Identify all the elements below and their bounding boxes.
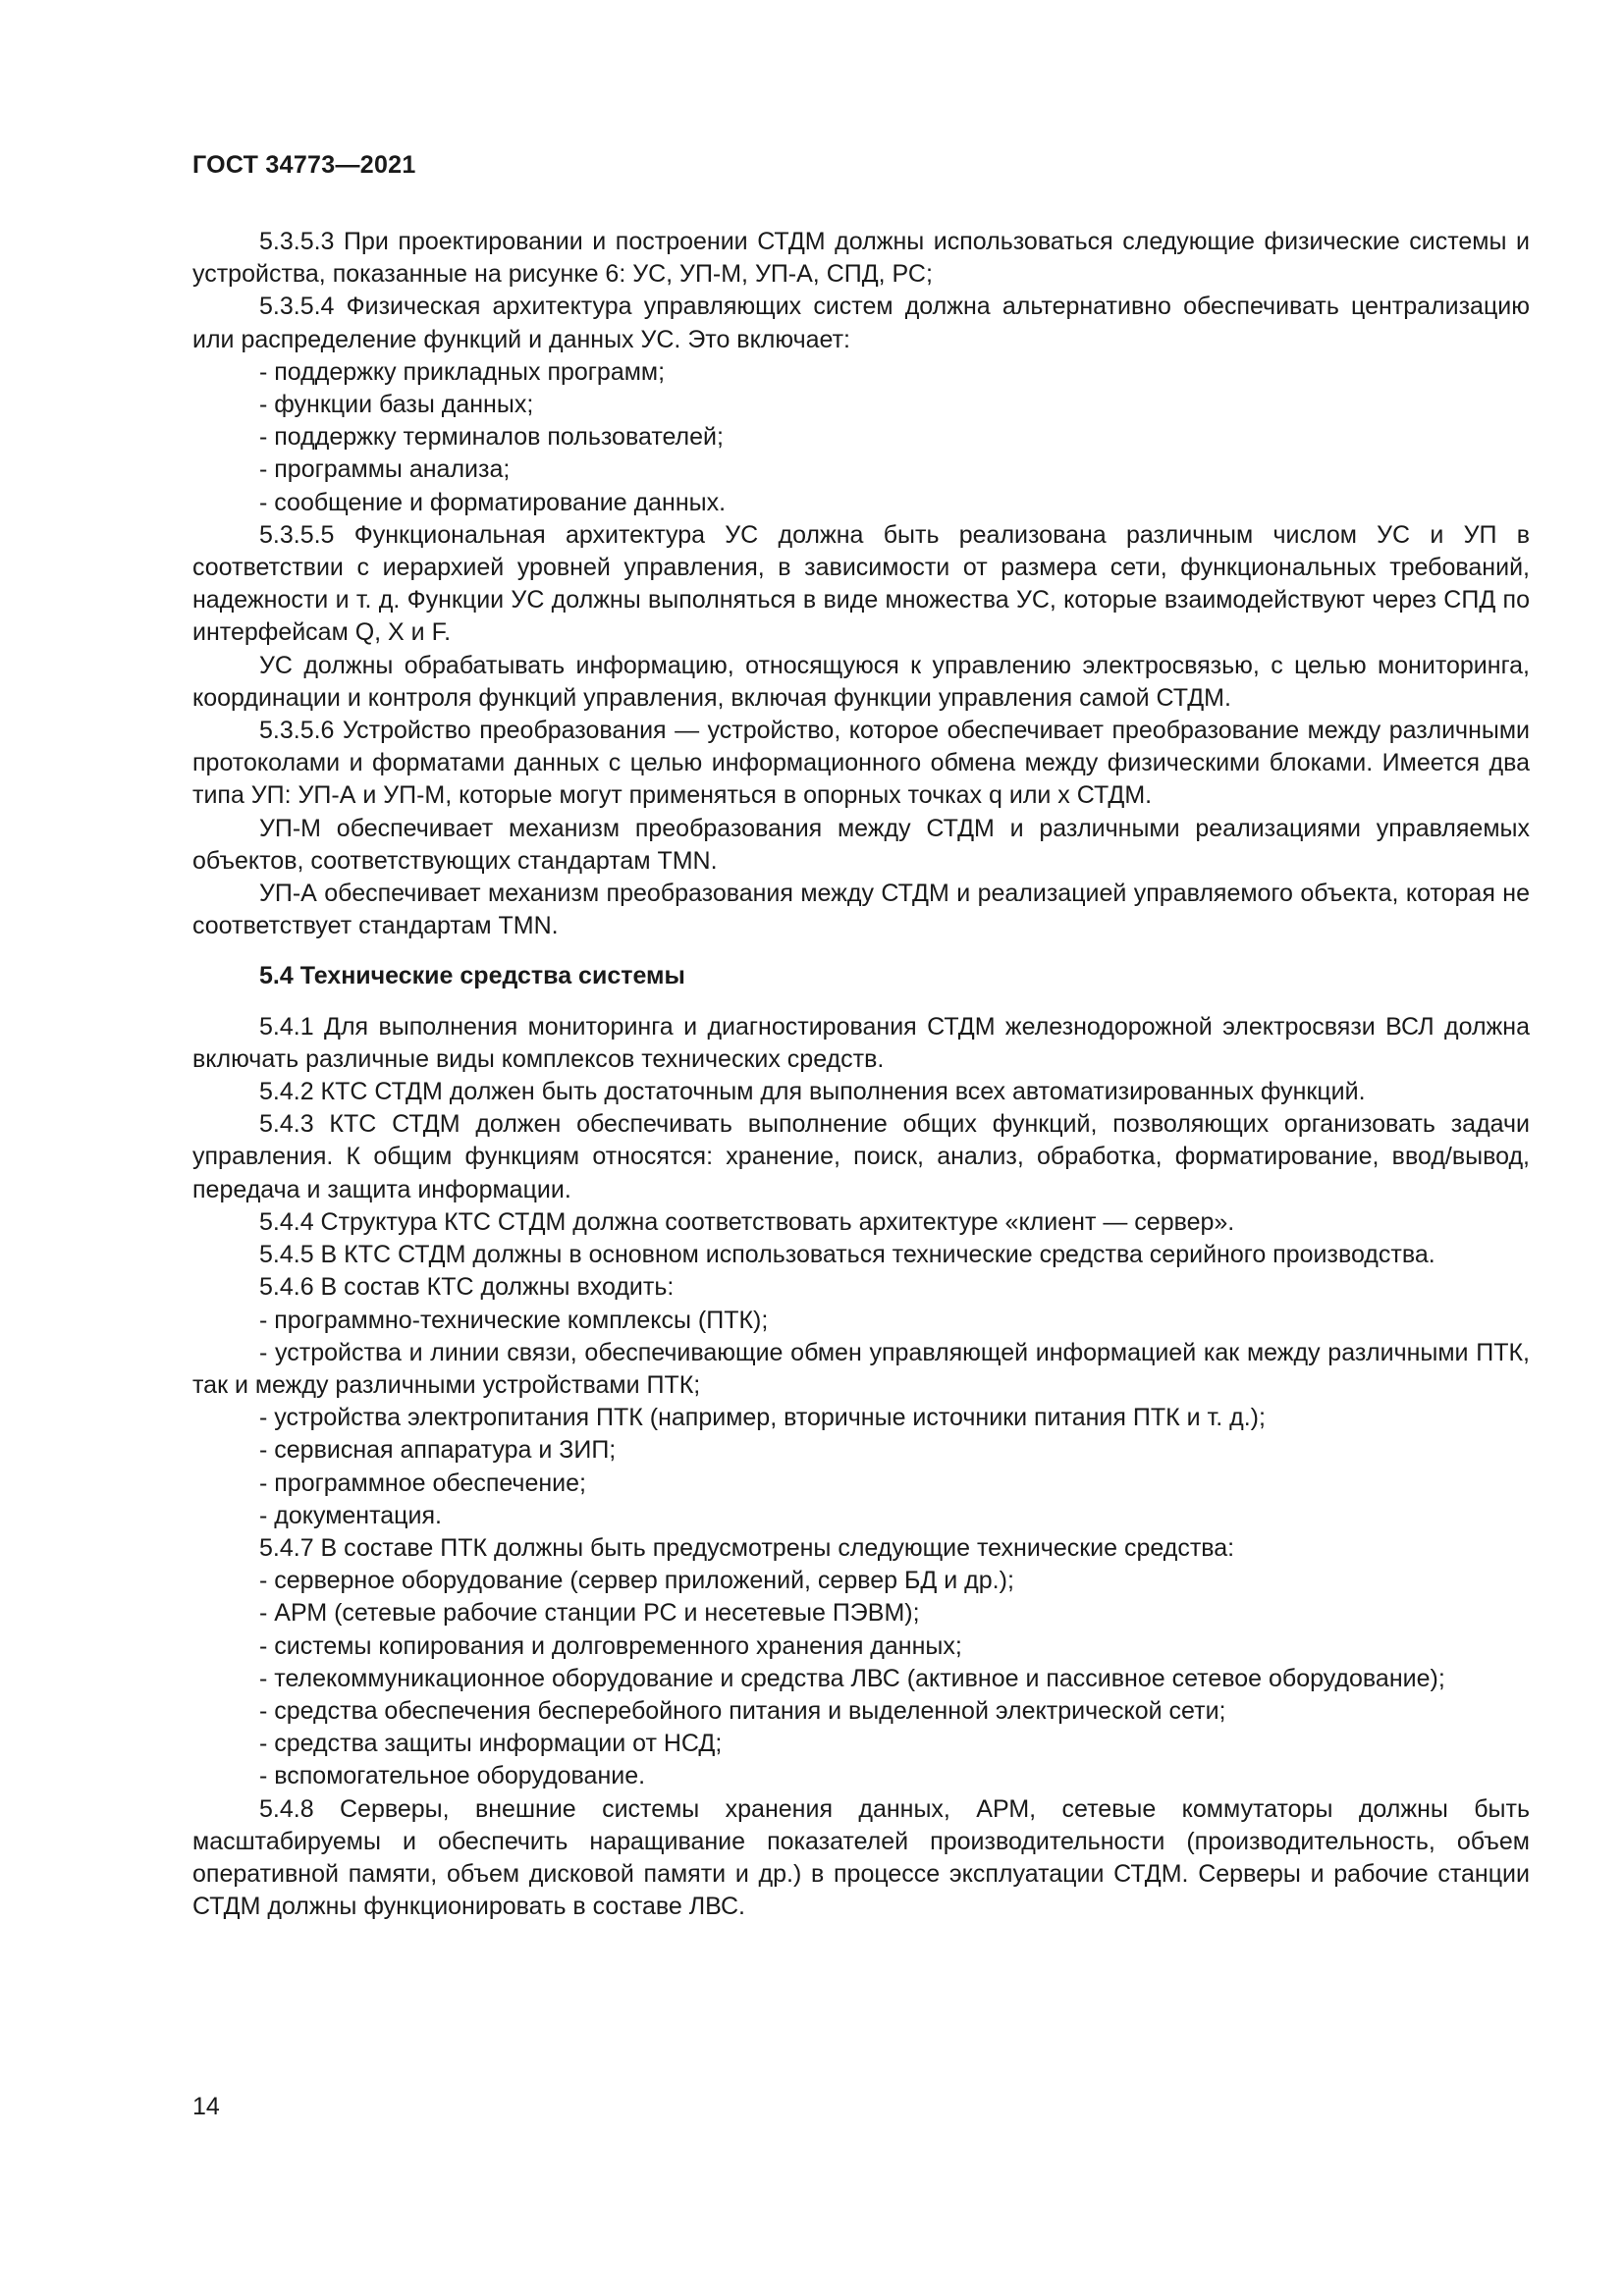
list-item: - документация.	[259, 1501, 442, 1529]
paragraph-5-3-5-3: 5.3.5.3 При проектировании и построении СТДМ должны использоваться следующие физические системы и устройства, показанные на рисунке 6: УС, УП-М, УП-А, СПД, РС;	[192, 228, 1530, 289]
list-item: - средства обеспечения бесперебойного питания и выделенной электрической сети;	[259, 1696, 1226, 1725]
paragraph-up-a: УП-А обеспечивает механизм преобразования между СТДМ и реализацией управляемого объекта, которая не соответствует стандартам TMN.	[192, 880, 1530, 940]
paragraph-5-4-8: 5.4.8 Серверы, внешние системы хранения данных, АРМ, сетевые коммутаторы должны быть масштабируемы и обеспечить наращивание показателей производительности (производительность, объем оперативной памяти, объем дисковой памяти и др.) в процессе эксплуатации СТДМ. Серверы и рабочие станции СТДМ должны функционировать в составе ЛВС.	[192, 1794, 1530, 1921]
list-item: - средства защиты информации от НСД;	[259, 1730, 723, 1758]
list-item: - вспомогательное оборудование.	[259, 1762, 646, 1790]
paragraph-5-4-6: 5.4.6 В состав КТС должны входить:	[259, 1273, 675, 1302]
paragraph-5-3-5-4: 5.3.5.4 Физическая архитектура управляющих систем должна альтернативно обеспечивать централизацию или распределение функций и данных УС. Это включает:	[192, 293, 1530, 353]
page-number: 14	[192, 2093, 220, 2120]
list-item: - программное обеспечение;	[259, 1468, 586, 1497]
list-item: - сообщение и форматирование данных.	[259, 488, 727, 516]
list-item: - АРМ (сетевые рабочие станции РС и несетевые ПЭВМ);	[259, 1599, 920, 1628]
list-item: - сервисная аппаратура и ЗИП;	[259, 1436, 617, 1465]
list-item: - телекоммуникационное оборудование и средства ЛВС (активное и пассивное сетевое оборудование);	[259, 1664, 1445, 1692]
paragraph-5-4-7: 5.4.7 В составе ПТК должны быть предусмотрены следующие технические средства:	[259, 1533, 1235, 1562]
list-item: - поддержку прикладных программ;	[259, 357, 666, 386]
paragraph-5-3-5-6: 5.3.5.6 Устройство преобразования — устройство, которое обеспечивает преобразование между различными протоколами и форматами данных с целью информационного обмена между физическими блоками. Имеется два типа УП: УП-А и УП-М, которые могут применяться в опорных точках q или x СТДМ.	[192, 717, 1530, 810]
document-body	[192, 226, 1530, 1923]
list-item: - серверное оборудование (сервер приложений, сервер БД и др.);	[259, 1567, 1014, 1595]
document-header: ГОСТ 34773—2021	[192, 151, 416, 179]
paragraph-5-4-4: 5.4.4 Структура КТС СТДМ должна соответствовать архитектуре «клиент — сервер».	[259, 1207, 1235, 1236]
paragraph-up-m: УП-М обеспечивает механизм преобразования между СТДМ и различными реализациями управляемых объектов, соответствующих стандартам TMN.	[192, 814, 1530, 875]
paragraph-5-4-1: 5.4.1 Для выполнения мониторинга и диагностирования СТДМ железнодорожной электросвязи ВСЛ должна включать различные виды комплексов технических средств.	[192, 1012, 1530, 1073]
paragraph-5-4-5: 5.4.5 В КТС СТДМ должны в основном использоваться технические средства серийного производства.	[259, 1241, 1435, 1269]
list-item: - устройства и линии связи, обеспечивающие обмен управляющей информацией как между различными ПТК, так и между различными устройствами ПТК;	[192, 1338, 1530, 1399]
paragraph-us-processing: УС должны обрабатывать информацию, относящуюся к управлению электросвязью, с целью мониторинга, координации и контроля функций управления, включая функции управления самой СТДМ.	[192, 651, 1530, 712]
list-item: - программы анализа;	[259, 455, 511, 484]
list-item: - поддержку терминалов пользователей;	[259, 423, 724, 452]
paragraph-5-4-3: 5.4.3 КТС СТДМ должен обеспечивать выполнение общих функций, позволяющих организовать задачи управления. К общим функциям относятся: хранение, поиск, анализ, обработка, форматирование, ввод/вывод, передача и защита информации.	[192, 1110, 1530, 1203]
list-item: - программно-технические комплексы (ПТК);	[259, 1306, 769, 1334]
list-item: - устройства электропитания ПТК (например, вторичные источники питания ПТК и т. д.);	[259, 1404, 1266, 1432]
paragraph-5-4-2: 5.4.2 КТС СТДМ должен быть достаточным для выполнения всех автоматизированных функций.	[259, 1078, 1366, 1106]
section-heading-5-4: 5.4 Технические средства системы	[259, 962, 685, 990]
list-item: - функции базы данных;	[259, 391, 534, 419]
list-item: - системы копирования и долговременного хранения данных;	[259, 1631, 962, 1660]
paragraph-5-3-5-5: 5.3.5.5 Функциональная архитектура УС должна быть реализована различным числом УС и УП в соответствии с иерархией уровней управления, в зависимости от размера сети, функциональных требований, надежности и т. д. Функции УС должны выполняться в виде множества УС, которые взаимодействуют через СПД по интерфейсам Q, X и F.	[192, 520, 1530, 647]
